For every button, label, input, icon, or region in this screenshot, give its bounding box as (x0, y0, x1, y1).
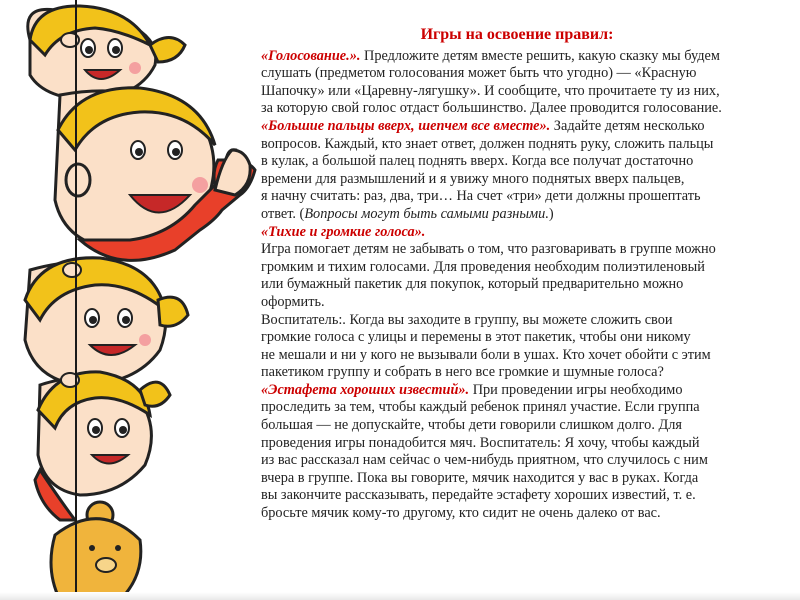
line-text: за которую свой голос отдаст большинство. Далее проводится голосование. (261, 100, 722, 117)
line-text: вы закончите рассказывать, передайте эстафету хороших известий, т. е. (261, 487, 696, 504)
text-line (261, 224, 773, 242)
game-name: «Большие пальцы вверх, шепчем все вместе». (261, 117, 551, 134)
line-note: Вопросы могут быть самыми разными. (304, 205, 549, 222)
line-text: Задайте детям несколько (550, 117, 705, 134)
text-line (261, 48, 773, 66)
line-text: При проведении игры необходимо (469, 381, 683, 398)
page-divider (75, 0, 77, 592)
line-text: пакетиком группу и собрать в него все громкие и шумные голоса? (261, 364, 664, 381)
line-text: громкие голоса с улицы и перемены в этот пакетик, чтобы они никому (261, 329, 691, 346)
text-line (261, 118, 773, 136)
text-line (261, 364, 773, 382)
line-text: большая — не допускайте, чтобы дети говорили слишком долго. Для (261, 417, 682, 434)
game-name: «Голосование.». (261, 47, 361, 64)
game-name: «Эстафета хороших известий». (261, 381, 470, 398)
line-text: вопросов. Каждый, кто знает ответ, должен поднять руку, сложить пальцы (261, 135, 714, 152)
line-text: вчера в группе. Пока вы говорите, мячик находится у вас в руках. Когда (261, 469, 699, 486)
text-line (261, 382, 773, 400)
kid-bottom-figure (35, 372, 170, 520)
slide-title: Игры на освоение правил: (420, 26, 614, 43)
line-text: времени для размышлений и я увижу много поднятых вверх пальцев, (261, 170, 685, 187)
text-line (261, 452, 773, 470)
text-line (261, 276, 773, 294)
line-text: Воспитатель:. Когда вы заходите в группу, вы можете сложить свои (261, 311, 673, 328)
text-line (261, 100, 773, 118)
line-after: ) (548, 205, 554, 222)
text-line (261, 347, 773, 365)
text-line (261, 294, 773, 312)
line-text: в кулак, а большой палец поднять вверх. Когда все получат достаточно (261, 153, 694, 170)
text-line (261, 188, 773, 206)
line-text: громким и тихим голосами. Для проведения необходим полиэтиленовый (261, 258, 705, 275)
line-text: проведения игры понадобится мяч. Воспитатель: Я хочу, чтобы каждый (261, 434, 700, 451)
line-text: я начну считать: раз, два, три… На счет «три» дети должны прошептать (261, 188, 701, 205)
text-block (261, 26, 773, 523)
line-text: ответ. ( (261, 205, 305, 222)
line-text: Шапочку» или «Царевну-лягушку». И сообщите, что прочитаете ту из них, (261, 82, 720, 99)
text-line (261, 83, 773, 101)
text-line (261, 241, 773, 259)
line-text: из вас рассказал нам сейчас о чем-нибудь приятном, что случилось с ним (261, 452, 708, 469)
text-line (261, 206, 773, 224)
text-line (261, 470, 773, 488)
text-line (261, 171, 773, 189)
paragraph-lines (261, 48, 773, 523)
kid-waving-figure (55, 88, 255, 261)
line-text: бросьте мячик кому-то другому, кто сидит не очень далеко от вас. (261, 505, 661, 522)
text-line (261, 65, 773, 83)
game-name: «Тихие и громкие голоса». (261, 223, 426, 240)
text-line (261, 153, 773, 171)
text-line (261, 136, 773, 154)
line-text: слушать (предметом голосования может быть что угодно) — «Красную (261, 65, 697, 82)
text-line (261, 312, 773, 330)
line-text: проследить за тем, чтобы каждый ребенок принял участие. Если группа (261, 399, 700, 416)
text-line (261, 505, 773, 523)
line-text: Игра помогает детям не забывать о том, что разговаривать в группе можно (261, 241, 716, 258)
children-illustration (0, 0, 260, 600)
kid-top-figure (28, 6, 185, 100)
text-line (261, 417, 773, 435)
line-text: или бумажный пакетик для покупок, который предварительно можно (261, 276, 684, 293)
text-line (261, 435, 773, 453)
text-line (261, 487, 773, 505)
line-text: не мешали и ни у кого не вызывали боли в ушах. Кто хочет обойти с этим (261, 346, 711, 363)
text-line (261, 399, 773, 417)
text-line (261, 259, 773, 277)
line-text: оформить. (261, 293, 325, 310)
page-edge (0, 592, 800, 600)
text-line (261, 329, 773, 347)
line-text: Предложите детям вместе решить, какую сказку мы будем (360, 47, 720, 64)
